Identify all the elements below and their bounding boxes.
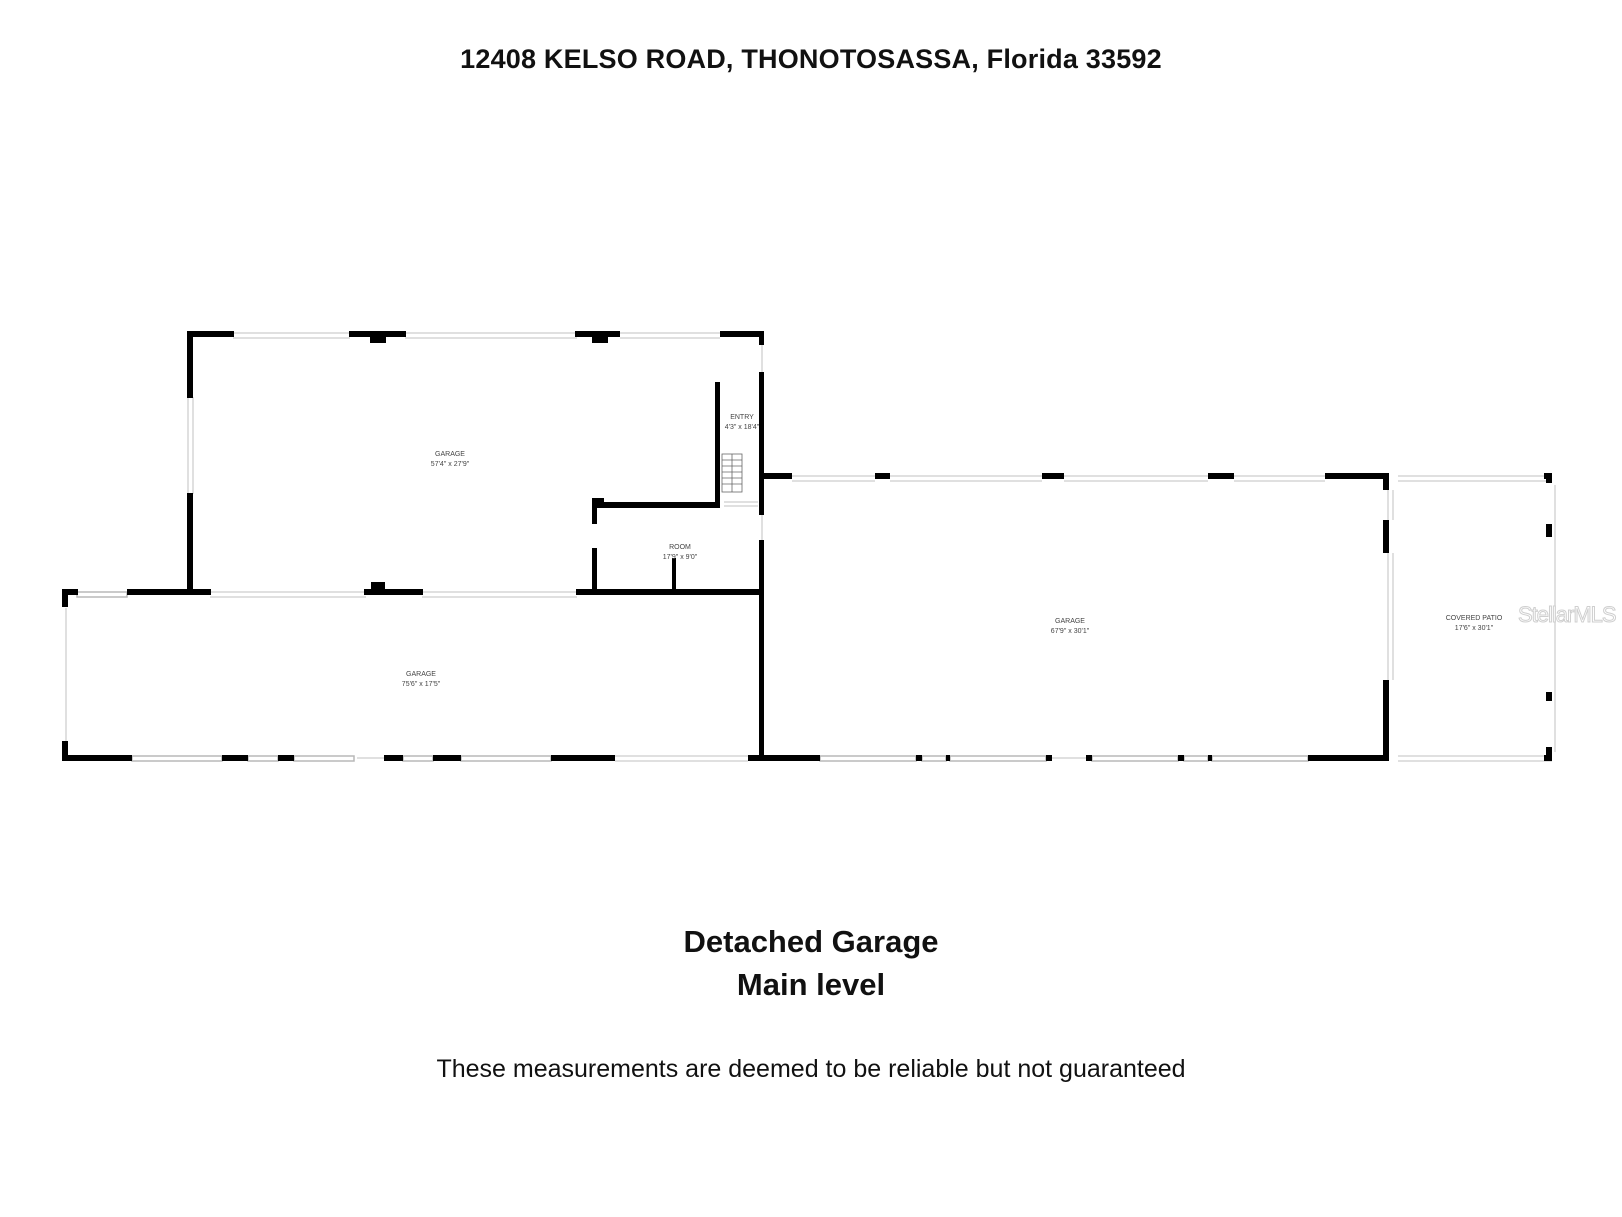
room-dimensions: 67'9" x 30'1" [1050, 628, 1090, 635]
room-name: ROOM [669, 544, 691, 551]
room-name: GARAGE [1055, 618, 1085, 625]
room-name: GARAGE [406, 671, 436, 678]
room-label-garage-lower [402, 670, 440, 690]
room-name: ENTRY [730, 414, 754, 421]
room-dimensions: 4'3" x 18'4" [724, 424, 760, 431]
room-dimensions: 57'4" x 27'9" [430, 461, 470, 468]
measurement-disclaimer: These measurements are deemed to be reliable but not guaranteed [436, 1055, 1186, 1083]
room-label-covered-patio [1446, 614, 1503, 634]
room-label-entry [725, 413, 760, 433]
stellarmls-watermark: StellarMLS [1518, 602, 1616, 627]
room-label-room [663, 543, 698, 563]
room-name: GARAGE [435, 451, 465, 458]
room-label-garage-right [1051, 617, 1089, 637]
room-dimensions: 17'6" x 30'1" [1454, 625, 1494, 632]
room-dimensions: 75'6" x 17'5" [401, 681, 441, 688]
property-address: 12408 KELSO ROAD, THONOTOSASSA, Florida 33592 [460, 44, 1162, 74]
level-name: Main level [736, 967, 886, 1002]
room-label-garage-upper [431, 450, 469, 470]
room-name: COVERED PATIO [1445, 615, 1503, 622]
walls [62, 331, 1552, 761]
openings [66, 333, 1555, 761]
building-name: Detached Garage [683, 924, 939, 959]
room-dimensions: 17'9" x 9'0" [662, 554, 698, 561]
